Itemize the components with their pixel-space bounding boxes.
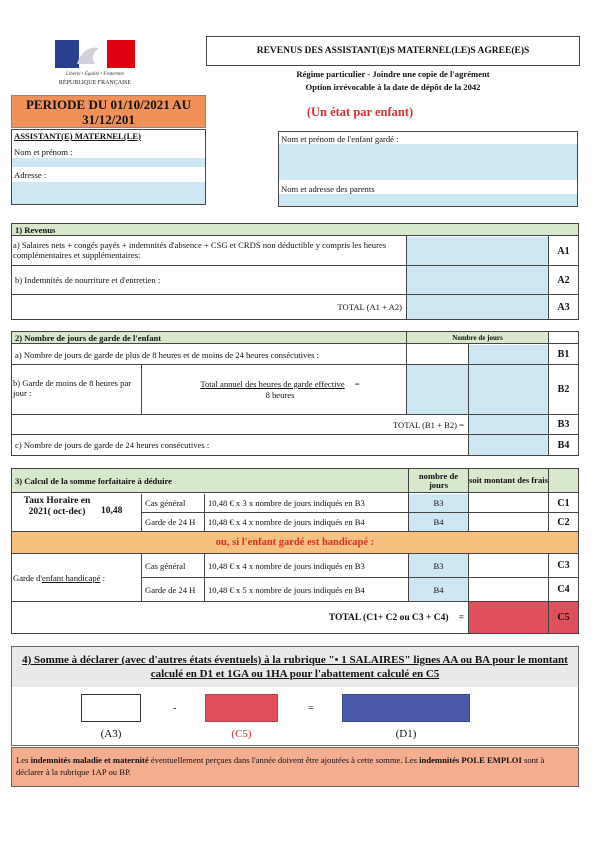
c4-case-label: Garde de 24 H <box>145 584 196 595</box>
a3-field[interactable] <box>407 295 548 319</box>
logo-republic: RÉPUBLIQUE FRANÇAISE <box>58 80 132 86</box>
per-child-note: (Un état par enfant) <box>306 105 414 119</box>
assistant-address-label: Adresse : <box>14 170 47 180</box>
c3-amount-field[interactable] <box>469 554 548 577</box>
c2-formula: 10,48 € x 4 x nombre de jours indiqués en B4 <box>208 517 365 527</box>
section2-row-b-label: b) Garde de moins de 8 heures par jour : <box>13 378 132 398</box>
parents-field[interactable] <box>279 194 577 206</box>
c1-formula: 10,48 € x 3 x nombre de jours indiqués en B3 <box>208 498 365 508</box>
handicap-label-pre: Garde d' <box>13 573 42 583</box>
equals-sign: = <box>308 703 314 714</box>
code-c3: C3 <box>557 560 570 571</box>
b2-hours-field[interactable] <box>407 365 468 414</box>
handicap-label <box>13 573 139 583</box>
section2-total-label: TOTAL (B1 + B2) = <box>392 419 464 430</box>
c3-formula: 10,48 € x 4 x nombre de jours indiqués en B3 <box>208 560 365 571</box>
assistant-name-field[interactable] <box>12 158 205 167</box>
b4-field[interactable] <box>469 435 548 455</box>
code-a3: A3 <box>557 301 570 313</box>
logo-motto: Liberté • Égalité • Fraternité <box>66 72 124 77</box>
code-b3: B3 <box>557 419 570 430</box>
handicap-label-post: : <box>100 573 105 583</box>
handicap-label-link: enfant handicapé <box>42 573 101 583</box>
c1-days-ref: B3 <box>409 494 468 512</box>
section3-total-label <box>12 602 468 633</box>
footer-b2: indemnités POLE EMPLOI <box>419 755 522 765</box>
period-line2: 31/12/201 <box>82 112 135 127</box>
section3-total-text: TOTAL (C1+ C2 ou C3 + C4) <box>328 612 449 623</box>
c2-case-label: Garde de 24 H <box>145 517 196 527</box>
section1-total-label: TOTAL (A1 + A2) <box>337 302 402 312</box>
footer-t1: Les <box>16 755 31 765</box>
marianne-flag-icon <box>55 38 135 70</box>
footer-note <box>11 747 579 787</box>
rate-value: 10,48 <box>101 506 123 516</box>
section2-row-c-label: c) Nombre de jours de garde de 24 heures consécutives : <box>15 440 210 450</box>
b1-field[interactable] <box>469 345 548 364</box>
parents-label: Nom et adresse des parents <box>281 184 375 194</box>
c3-days-ref: B3 <box>409 554 468 577</box>
formula-equals: = <box>354 379 360 389</box>
c1-amount-field[interactable] <box>469 494 548 512</box>
section1-title: 1) Revenus <box>12 224 578 236</box>
code-b4: B4 <box>557 439 570 451</box>
section3-total-eq: = <box>458 612 464 623</box>
a1-field[interactable] <box>407 237 548 265</box>
c3-case-label: Cas général <box>145 560 186 571</box>
formula-numerator: Total annuel des heures de garde effective <box>200 379 345 389</box>
label-a3: (A3) <box>100 728 122 740</box>
c4-formula: 10,48 € x 5 x nombre de jours indiqués en B4 <box>208 584 365 595</box>
child-box <box>278 131 578 207</box>
c2-amount-field[interactable] <box>469 513 548 531</box>
header-line1: Régime particulier - Joindre une copie de l'agrément <box>296 69 490 79</box>
code-b1: B1 <box>557 349 570 360</box>
section2-row-a-label: a) Nombre de jours de garde de plus de 8 heures et de moins de 24 heures consécutives : <box>15 349 320 360</box>
label-c5: (C5) <box>231 728 252 740</box>
assistant-address-field[interactable] <box>12 182 205 204</box>
handicap-banner: ou, si l'enfant gardé est handicapé : <box>12 532 578 553</box>
code-c5: C5 <box>549 602 578 633</box>
c5-result-box[interactable] <box>205 694 278 722</box>
minus-sign: - <box>173 703 177 714</box>
footer-t3: sont à déclarer à la rubrique 1AP ou BP. <box>16 755 545 777</box>
section3-days-header: nombre de jours <box>409 469 468 493</box>
code-a2: A2 <box>557 274 570 286</box>
child-name-field[interactable] <box>279 144 577 180</box>
a2-field[interactable] <box>407 266 548 294</box>
code-c2: C2 <box>557 516 570 528</box>
formula-denominator: 8 heures <box>265 390 295 400</box>
code-a1: A1 <box>557 245 570 257</box>
header-line2: Option irrévocable à la date de dépôt de la 2042 <box>305 82 481 92</box>
assistant-name-label: Nom et prénom : <box>14 147 73 157</box>
period-box <box>11 95 206 128</box>
assistant-box <box>11 129 206 205</box>
c4-days-ref: B4 <box>409 578 468 601</box>
section3-title: 3) Calcul de la somme forfaitaire à déduire <box>12 469 408 493</box>
c2-days-ref: B4 <box>409 513 468 531</box>
d1-result-box[interactable] <box>342 694 470 722</box>
logo <box>50 38 140 94</box>
a3-result-box[interactable] <box>81 694 141 722</box>
footer-t2: éventuellement perçues dans l'année doivent être ajoutées à cette somme. Les <box>148 755 420 765</box>
footer-b1: indemnités maladie et maternité <box>30 755 149 765</box>
b3-field[interactable] <box>469 415 548 434</box>
c4-amount-field[interactable] <box>469 578 548 601</box>
section2-formula <box>160 379 400 389</box>
code-b2: B2 <box>557 384 570 395</box>
section4-title: 4) Somme à déclarer (avec d'autres états éventuels) à la rubrique "• 1 SALAIRES" lignes AA ou BA pour le montant calculé en D1 et 1GA ou 1HA pour l'abattement calculé en C5 <box>12 647 578 687</box>
code-c1: C1 <box>557 497 570 509</box>
b2-field[interactable] <box>469 365 548 414</box>
period-line1: PERIODE DU 01/10/2021 AU <box>25 97 192 112</box>
section1-row-a-label: a) Salaires nets + congés payés + indemnités d'absence + CSG et CRDS non déductible y compris les heures complémentaires et supplémentaires: <box>13 240 387 260</box>
c1-case-label: Cas général <box>145 498 186 508</box>
c5-field[interactable] <box>469 602 548 633</box>
code-c4: C4 <box>557 584 570 595</box>
section3-amount-header: soit montant des frais <box>469 469 548 493</box>
label-d1: (D1) <box>395 728 417 740</box>
assistant-title: ASSISTANT(E) MATERNEL(LE) <box>14 131 141 141</box>
child-name-label: Nom et prénom de l'enfant gardé : <box>281 134 399 144</box>
section2-days-header: Nombre de jours <box>407 332 548 344</box>
section2-title: 2) Nombre de jours de garde de l'enfant <box>12 332 407 344</box>
rate-label: Taux Horaire en 2021( oct-dec) <box>23 496 91 517</box>
section1-row-b-label: b) Indemnités de nourriture et d'entretien : <box>15 275 161 285</box>
header-title: REVENUS DES ASSISTANT(E)S MATERNEL(LE)S AGREE(E)S <box>206 36 580 66</box>
